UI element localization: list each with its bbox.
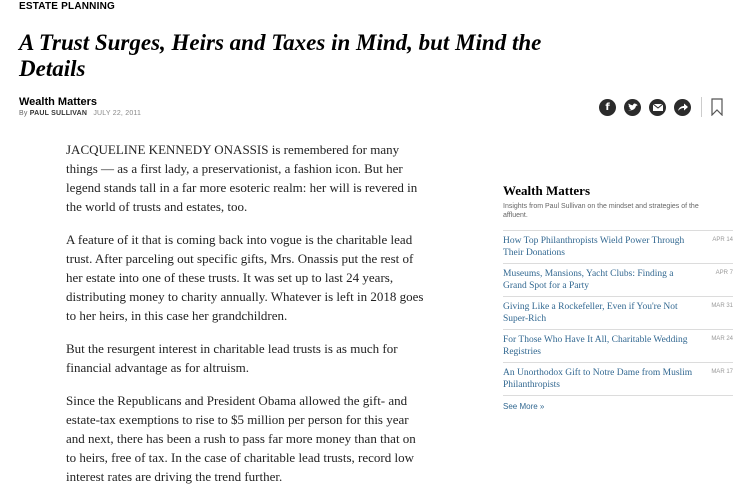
sidebar-list-item[interactable] [503,230,733,259]
sidebar-item-link[interactable]: Museums, Mansions, Yacht Clubs: Finding a Grand Spot for a Party [503,269,674,291]
section-kicker[interactable]: ESTATE PLANNING [19,1,115,12]
article-headline: A Trust Surges, Heirs and Taxes in Mind, but Mind the Details [19,30,542,81]
sidebar-item-link[interactable]: An Unorthodox Gift to Notre Dame from Muslim Philanthropists [503,368,693,390]
publish-date: JULY 22, 2011 [93,110,142,117]
sidebar-description: Insights from Paul Sullivan on the mindset and strategies of the affluent. [503,203,699,219]
article-paragraph: Since the Republicans and President Obama allowed the gift- and estate-tax exemptions to rise to $5 million per person for this year and next, there has been a rush to pass far more money than that on to heirs, free of tax. In the case of charitable lead trusts, record low interest rates are driving the trend further. [66,393,416,484]
share-divider [701,97,702,117]
sidebar-list-item[interactable] [503,329,733,358]
email-icon[interactable] [649,99,666,116]
sidebar-item-link[interactable]: How Top Philanthropists Wield Power Through Their Donations [503,236,685,258]
sidebar-item-date: APR 14 [712,237,733,243]
article-paragraph: JACQUELINE KENNEDY ONASSIS is remembered for many things — as a first lady, a preservationist, a fashion icon. But her legend stands tall in a far more esoteric realm: her will is revered in the world of trusts and estates, too. [66,142,418,214]
wealth-matters-sidebar [503,183,733,411]
facebook-icon[interactable]: f [599,99,616,116]
sidebar-item-link[interactable]: For Those Who Have It All, Charitable Wedding Registries [503,335,688,357]
sidebar-item-date: APR 7 [715,270,733,276]
sidebar-item-date: MAR 31 [711,303,733,309]
sidebar-list-item[interactable] [503,362,733,391]
sidebar-list-item[interactable] [503,296,733,325]
article-body [66,140,428,500]
share-icon[interactable] [674,99,691,116]
sidebar-list-item[interactable] [503,263,733,292]
byline-author[interactable]: PAUL SULLIVAN [29,110,88,117]
bookmark-icon[interactable] [710,98,724,116]
article-paragraph: But the resurgent interest in charitable lead trusts is as much for financial advantage as for altruism. [66,341,398,375]
byline [19,110,141,117]
sidebar-item-date: MAR 17 [711,369,733,375]
article-paragraph: A feature of it that is coming back into vogue is the charitable lead trust. After parceling out specific gifts, Mrs. Onassis put the rest of her estate into one of these trusts. It was set up to last 24 years, distributing money to charity annually. Whatever is left in 2018 goes to her heirs, in this case her grandchildren. [66,232,424,323]
see-more-link[interactable]: See More » [503,395,733,411]
byline-prefix: By [19,110,28,117]
sidebar-title[interactable]: Wealth Matters [503,183,591,198]
share-tools [599,97,724,117]
sidebar-item-date: MAR 24 [711,336,733,342]
sidebar-item-link[interactable]: Giving Like a Rockefeller, Even if You're Not Super-Rich [503,302,678,324]
twitter-icon[interactable] [624,99,641,116]
column-name[interactable]: Wealth Matters [19,96,98,108]
